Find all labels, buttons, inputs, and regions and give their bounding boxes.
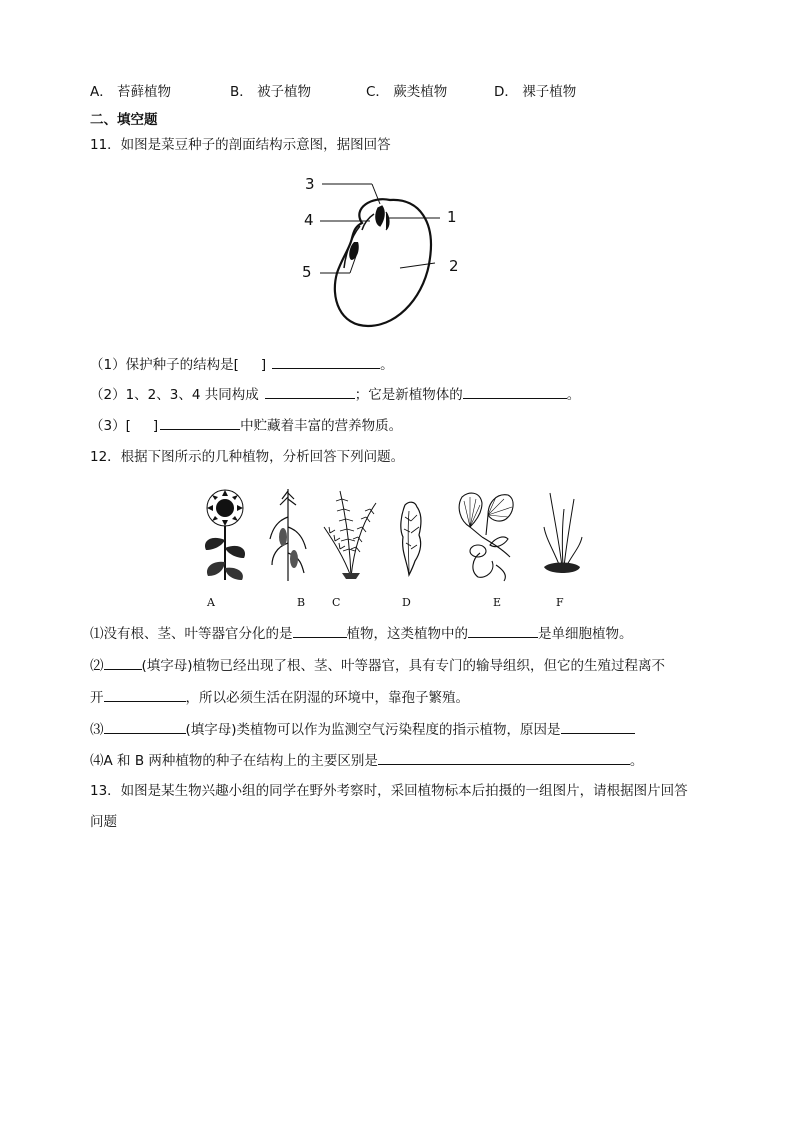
q13-stem-line-1: 13．如图是某生物兴趣小组的同学在野外考察时，采回植物标本后拍摄的一组图片，请根据图片回答: [90, 783, 688, 799]
bean-seed-diagram: [290, 168, 480, 333]
q12-s2-blank-2[interactable]: [104, 688, 186, 702]
q11-stem: 11．如图是菜豆种子的剖面结构示意图，据图回答: [90, 137, 391, 153]
q12-s3-blank-2[interactable]: [561, 720, 635, 734]
plant-label-b: B: [297, 596, 306, 609]
q11-s2-blank-1[interactable]: [265, 385, 355, 399]
option-a: A． 苔藓植物: [90, 84, 172, 100]
diagram-label-4: 4: [304, 211, 314, 229]
q11-subquestion-1: （1）保护种子的结构是[ ] 。: [90, 357, 394, 373]
q11-subquestion-2: （2）1、2、3、4 共同构成 ；它是新植物体的 。: [90, 387, 581, 403]
plant-a-sunflower-image: [196, 488, 254, 584]
q11-s3-blank[interactable]: [160, 416, 240, 430]
diagram-label-5: 5: [302, 263, 312, 281]
q12-subquestion-2: ⑵ (填字母)植物已经出现了根、茎、叶等器官，具有专门的输导组织，但它的生殖过程离不: [90, 658, 666, 674]
plant-label-f: F: [556, 596, 564, 609]
plant-b-corn-image: [268, 487, 308, 583]
section-heading: 二、填空题: [90, 112, 158, 128]
q12-s1-blank-2[interactable]: [468, 624, 538, 638]
option-b: B． 被子植物: [230, 84, 312, 100]
q12-stem: 12．根据下图所示的几种植物，分析回答下列问题。: [90, 449, 405, 465]
q12-s1-blank-1[interactable]: [293, 624, 347, 638]
diagram-label-1: 1: [447, 208, 457, 226]
plant-c-fern-image: [320, 487, 382, 579]
q12-subquestion-4: ⑷A 和 B 两种植物的种子在结构上的主要区别是 。: [90, 753, 644, 769]
plant-label-c: C: [332, 596, 341, 609]
q11-s2-blank-2[interactable]: [463, 385, 567, 399]
plant-f-moss-image: [540, 487, 584, 577]
option-c: C． 蕨类植物: [366, 84, 448, 100]
q12-s3-blank-1[interactable]: [104, 720, 186, 734]
q11-subquestion-3: （3）[ ] 中贮藏着丰富的营养物质。: [90, 418, 403, 434]
option-d: D． 裸子植物: [494, 84, 577, 100]
plant-label-d: D: [402, 596, 411, 609]
q12-s2-blank-1[interactable]: [104, 656, 142, 670]
q13-stem-line-2: 问题: [90, 814, 117, 830]
diagram-label-3: 3: [305, 175, 315, 193]
q12-subquestion-1: ⑴没有根、茎、叶等器官分化的是 植物，这类植物中的 是单细胞植物。: [90, 626, 633, 642]
q11-s1-blank[interactable]: [272, 355, 380, 369]
q12-subquestion-2-line-2: 开 ，所以必须生活在阴湿的环境中，靠孢子繁殖。: [90, 690, 469, 706]
plant-label-e: E: [493, 596, 502, 609]
plant-label-a: A: [207, 596, 215, 609]
plant-d-seaweed-image: [395, 497, 427, 577]
q12-subquestion-3: ⑶ (填字母)类植物可以作为监测空气污染程度的指示植物，原因是: [90, 720, 635, 739]
q12-s4-blank[interactable]: [378, 751, 630, 765]
plant-e-ginkgo-image: [452, 487, 518, 583]
diagram-label-2: 2: [449, 257, 459, 275]
